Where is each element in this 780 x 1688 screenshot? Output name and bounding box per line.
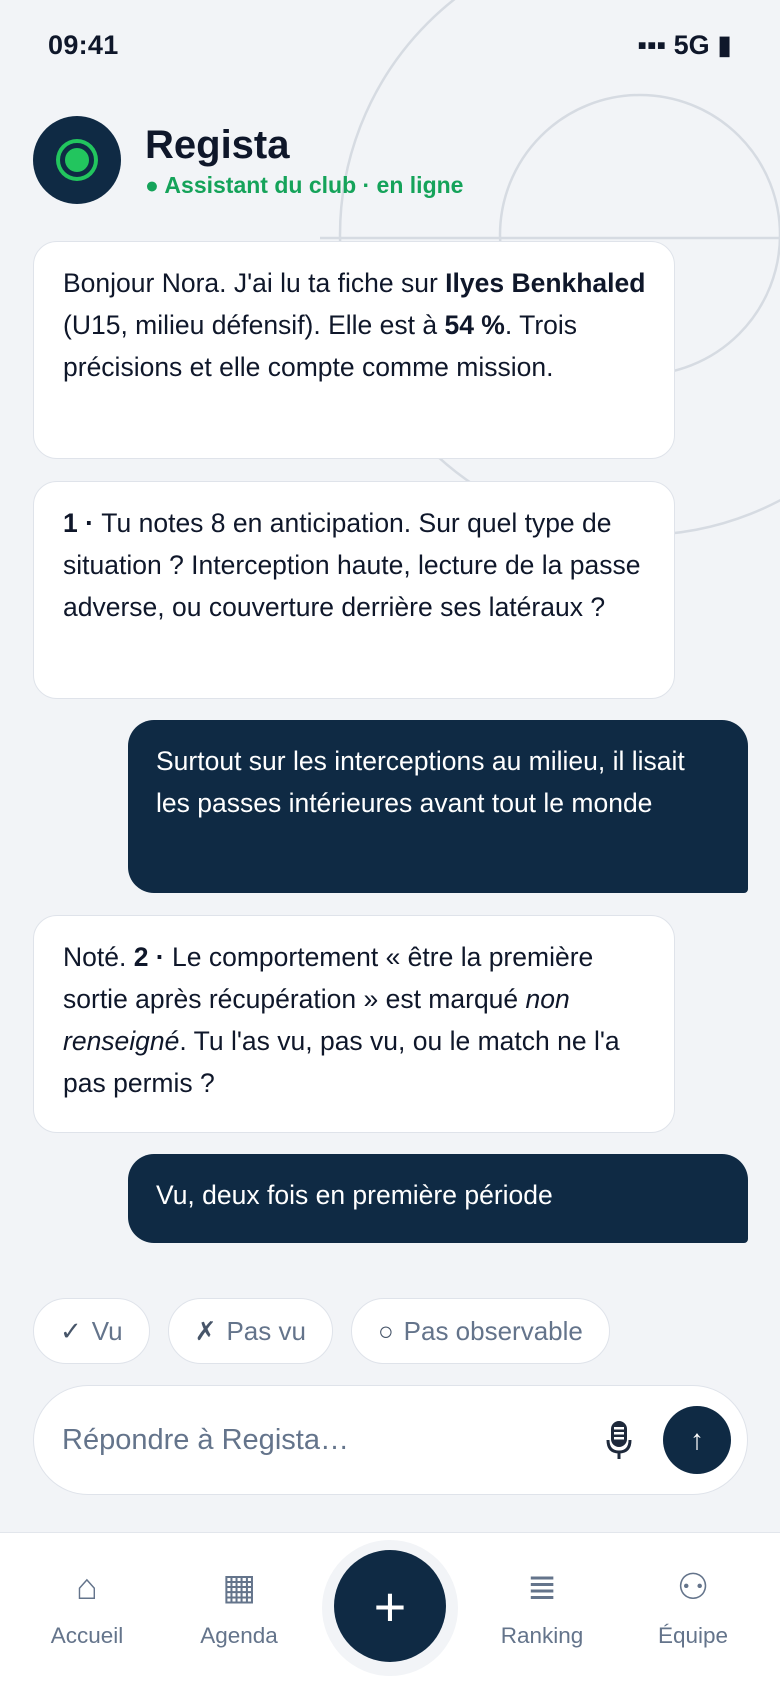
message-text: 2 · [133, 942, 172, 972]
tab-home[interactable] [17, 1561, 157, 1649]
bot-message [33, 241, 675, 459]
assistant-name: Regista [145, 122, 290, 167]
message-composer [33, 1385, 748, 1495]
message-text: Bonjour Nora. J'ai lu ta fiche sur [63, 268, 446, 298]
assistant-status: ● Assistant du club · en ligne [145, 171, 464, 198]
list-icon: ≣ [526, 1566, 558, 1607]
tab-label: Équipe [657, 1623, 729, 1648]
message-text: Ilyes Benkhaled [445, 268, 646, 298]
tab-agenda[interactable] [169, 1561, 309, 1649]
assistant-avatar [33, 116, 121, 204]
user-message [128, 720, 748, 893]
tab-label: Ranking [500, 1623, 584, 1648]
circle-icon: ○ [377, 1315, 394, 1346]
cross-icon: ✗ [194, 1315, 217, 1346]
plus-icon: + [373, 1574, 407, 1638]
tab-label: Agenda [200, 1623, 278, 1648]
quick-reply-not-seen[interactable] [168, 1298, 333, 1364]
check-icon: ✓ [60, 1315, 82, 1346]
message-text: (U15, milieu défensif). Elle est à [63, 310, 445, 340]
message-text: . Tu l'as vu, pas vu, ou le match ne l'a pas permis ? [63, 1026, 620, 1098]
bot-message [33, 481, 675, 699]
message-text: Tu notes 8 en anticipation. Sur quel type de situation ? Interception haute, lecture de la passe adverse, ou couverture derrière ses latéraux ? [63, 508, 641, 622]
microphone-icon[interactable] [599, 1414, 639, 1466]
status-bar [0, 0, 780, 90]
user-message [128, 1154, 748, 1243]
team-icon: ⚇ [676, 1566, 710, 1607]
quick-reply-label: Pas observable [403, 1315, 583, 1346]
message-text: Le comportement « être la première sortie après récupération » est marqué [63, 942, 594, 1014]
message-text: 54 % [444, 310, 505, 340]
arrow-up-icon: ↑ [690, 1424, 704, 1455]
quick-reply-label: Pas vu [226, 1315, 306, 1346]
tab-ranking[interactable] [472, 1561, 612, 1649]
quick-reply-label: Vu [91, 1315, 123, 1346]
message-text: Surtout sur les interceptions au milieu, il lisait les passes intérieures avant tout le monde [156, 746, 685, 818]
online-indicator-icon [60, 143, 94, 177]
quick-reply-not-observable[interactable] [351, 1298, 610, 1364]
message-text: . Trois précisions et elle compte comme mission. [63, 310, 578, 382]
status-signal: ▪▪▪ 5G ▮ [637, 30, 732, 60]
message-text: 1 · [63, 508, 102, 538]
home-icon: ⌂ [76, 1566, 98, 1607]
send-button[interactable] [663, 1406, 731, 1474]
calendar-icon: ▦ [221, 1566, 256, 1607]
add-button[interactable] [334, 1550, 446, 1662]
bot-message [33, 915, 675, 1133]
quick-replies [33, 1298, 610, 1364]
tab-label: Accueil [50, 1623, 124, 1648]
message-text: Noté. [63, 942, 134, 972]
message-text: non renseigné [63, 984, 570, 1056]
message-text: Vu, deux fois en première période [156, 1180, 553, 1210]
quick-reply-seen[interactable] [33, 1298, 150, 1364]
status-time: 09:41 [48, 30, 119, 60]
tab-team[interactable] [623, 1561, 763, 1649]
reply-input[interactable] [62, 1424, 599, 1457]
chat-header [33, 116, 463, 204]
